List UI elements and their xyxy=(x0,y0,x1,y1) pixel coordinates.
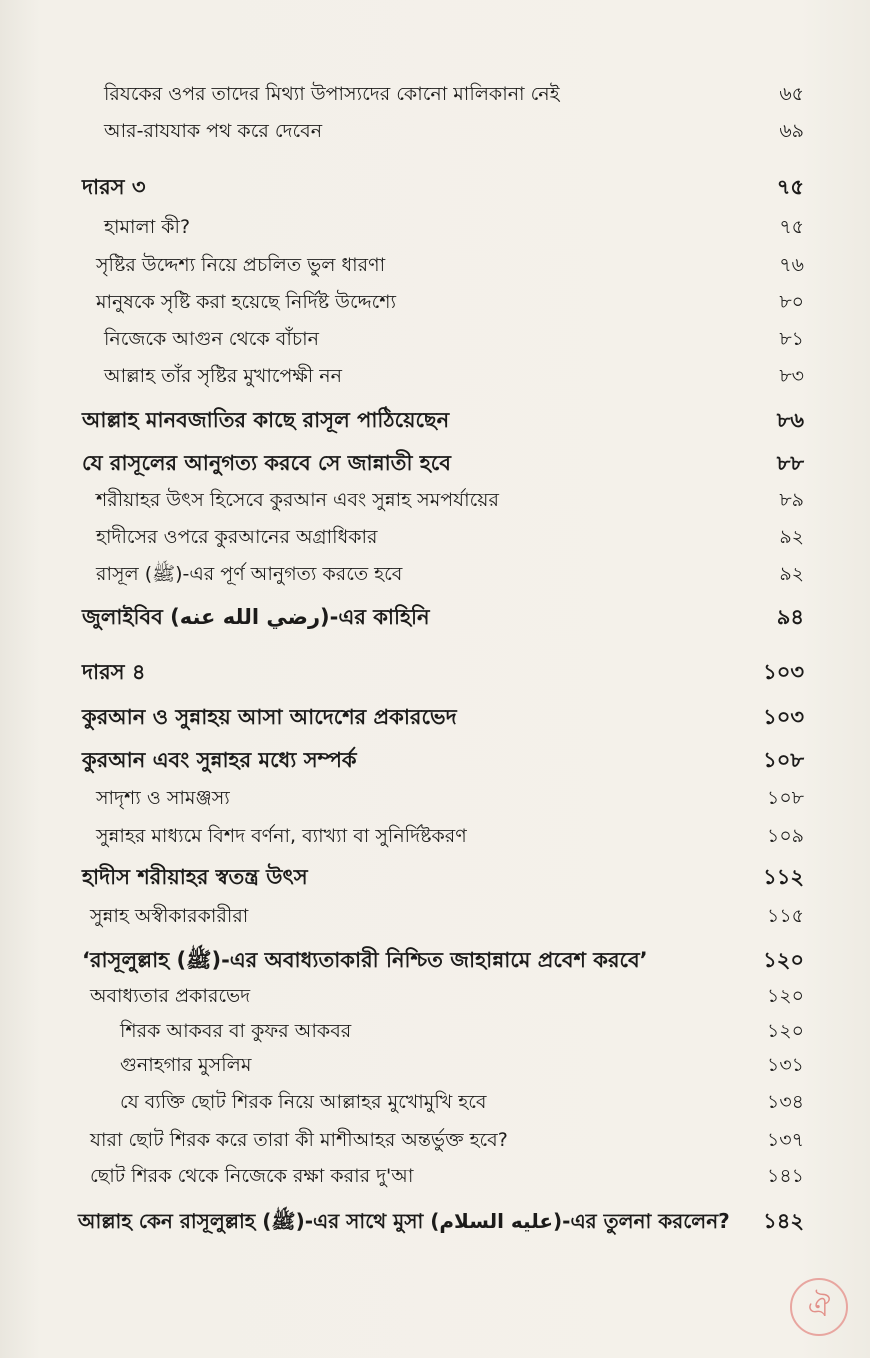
toc-entry-title: দারস ৩ xyxy=(82,175,146,199)
toc-entry-page: ১২০ xyxy=(766,985,804,1007)
toc-entry-title: জুলাইবিব (رضي الله عنه)-এর কাহিনি xyxy=(82,605,430,629)
toc-entry-page: ৯২ xyxy=(779,563,804,585)
toc-entry-page: ৭৫ xyxy=(776,175,804,199)
toc-entry-page: ৮১ xyxy=(779,328,804,350)
toc-section-heading xyxy=(0,172,870,202)
toc-entry xyxy=(0,1087,870,1117)
toc-entry-page: ১৩৪ xyxy=(766,1091,804,1113)
toc-entry-title: মানুষকে সৃষ্টি করা হয়েছে নির্দিষ্ট উদ্দেশ্যে xyxy=(96,291,397,313)
toc-entry-title: অবাধ্যতার প্রকারভেদ xyxy=(90,985,251,1007)
toc-entry-title: যে রাসূলের আনুগত্য করবে সে জান্নাতী হবে xyxy=(82,451,451,475)
toc-section-heading xyxy=(0,702,870,732)
toc-entry-title: রাসূল (ﷺ)-এর পূর্ণ আনুগত্য করতে হবে xyxy=(96,563,403,585)
toc-entry-title: যারা ছোট শিরক করে তারা কী মাশীআহর অন্তর্ভুক্ত হবে? xyxy=(90,1129,508,1151)
toc-entry-title: গুনাহগার মুসলিম xyxy=(120,1054,252,1076)
toc-entry-page: ৯৪ xyxy=(776,605,804,629)
toc-entry xyxy=(0,361,870,391)
publisher-logo-icon xyxy=(790,1278,848,1336)
toc-entry-page: ৮৬ xyxy=(776,408,804,432)
toc-entry xyxy=(0,1125,870,1155)
toc-entry-page: ৬৫ xyxy=(779,83,804,105)
toc-entry-page: ১০৩ xyxy=(763,705,804,729)
toc-entry-title: শরীয়াহর উৎস হিসেবে কুরআন এবং সুন্নাহ সমপর্যায়ের xyxy=(96,489,499,511)
toc-entry-page: ১২০ xyxy=(763,948,804,972)
toc-entry xyxy=(0,212,870,242)
toc-entry-page: ১০৮ xyxy=(766,787,804,809)
toc-entry xyxy=(0,821,870,851)
toc-entry-title: সুন্নাহর মাধ্যমে বিশদ বর্ণনা, ব্যাখ্যা বা সুনির্দিষ্টকরণ xyxy=(96,825,467,847)
toc-entry-title: আল্লাহ মানবজাতির কাছে রাসূল পাঠিয়েছেন xyxy=(82,408,450,432)
toc-entry xyxy=(0,79,870,109)
toc-entry-title: কুরআন এবং সুন্নাহর মধ্যে সম্পর্ক xyxy=(82,748,357,772)
toc-entry-page: ১৪২ xyxy=(763,1209,804,1233)
toc-section-heading xyxy=(0,448,870,478)
toc-entry xyxy=(0,981,870,1011)
toc-entry-title: যে ব্যক্তি ছোট শিরক নিয়ে আল্লাহর মুখোমুখি হবে xyxy=(120,1091,487,1113)
toc-entry-title: নিজেকে আগুন থেকে বাঁচান xyxy=(104,328,319,350)
publisher-logo-glyph: ঐ xyxy=(807,1290,831,1323)
toc-entry-page: ৮০ xyxy=(779,291,804,313)
toc-entry-page: ১৩১ xyxy=(766,1054,804,1076)
toc-entry-title: দারস ৪ xyxy=(82,660,146,684)
toc-entry-page: ১১২ xyxy=(763,865,804,889)
toc-entry-page: ৯২ xyxy=(779,526,804,548)
toc-entry xyxy=(0,485,870,515)
toc-entry-title: হাদীসের ওপরে কুরআনের অগ্রাধিকার xyxy=(96,526,378,548)
toc-entry-title: হামালা কী? xyxy=(104,216,191,238)
toc-entry-title: আল্লাহ তাঁর সৃষ্টির মুখাপেক্ষী নন xyxy=(104,365,342,387)
toc-entry xyxy=(0,324,870,354)
toc-section-heading xyxy=(0,945,870,975)
toc-entry-title: রিযকের ওপর তাদের মিথ্যা উপাস্যদের কোনো মালিকানা নেই xyxy=(104,83,560,105)
toc-entry-title: আল্লাহ কেন রাসূলুল্লাহ (ﷺ)-এর সাথে মুসা (عليه السلام)-এর তুলনা করলেন? xyxy=(78,1209,730,1233)
toc-entry-page: ১৪১ xyxy=(767,1165,804,1187)
toc-entry-title: আর-রাযযাক পথ করে দেবেন xyxy=(104,120,323,142)
toc-entry xyxy=(0,116,870,146)
toc-section-heading xyxy=(0,1206,870,1236)
toc-entry-page: ১০৩ xyxy=(763,660,804,684)
toc-section-heading xyxy=(0,862,870,892)
toc-entry-title: শিরক আকবর বা কুফর আকবর xyxy=(120,1020,352,1042)
toc-entry-page: ৭৬ xyxy=(779,254,804,276)
toc-entry xyxy=(0,287,870,317)
toc-entry-title: ছোট শিরক থেকে নিজেকে রক্ষা করার দু'আ xyxy=(90,1165,414,1187)
toc-entry-title: কুরআন ও সুন্নাহয় আসা আদেশের প্রকারভেদ xyxy=(82,705,457,729)
toc-entry-title: ‘রাসূলুল্লাহ (ﷺ)-এর অবাধ্যতাকারী নিশ্চিত জাহান্নামে প্রবেশ করবে’ xyxy=(82,948,648,972)
toc-entry xyxy=(0,1050,870,1080)
toc-entry-title: হাদীস শরীয়াহর স্বতন্ত্র উৎস xyxy=(82,865,308,889)
toc-section-heading xyxy=(0,745,870,775)
toc-entry-page: ১০৮ xyxy=(763,748,804,772)
toc-entry-page: ৬৯ xyxy=(779,120,804,142)
toc-section-heading xyxy=(0,602,870,632)
toc-section-heading xyxy=(0,405,870,435)
toc-entry xyxy=(0,522,870,552)
toc-entry xyxy=(0,901,870,931)
toc-entry xyxy=(0,559,870,589)
toc-entry-page: ৮৮ xyxy=(776,451,804,475)
toc-entry-title: সৃষ্টির উদ্দেশ্য নিয়ে প্রচলিত ভুল ধারণা xyxy=(96,254,386,276)
toc-entry-page: ৮৩ xyxy=(779,365,804,387)
toc-entry xyxy=(0,1161,870,1191)
toc-entry xyxy=(0,783,870,813)
toc-entry xyxy=(0,250,870,280)
toc-entry-page: ৮৯ xyxy=(779,489,804,511)
toc-entry-page: ১২০ xyxy=(766,1020,804,1042)
toc-entry-title: সুন্নাহ অস্বীকারকারীরা xyxy=(90,905,249,927)
toc-entry-page: ১৩৭ xyxy=(766,1129,804,1151)
toc-section-heading xyxy=(0,657,870,687)
toc-entry-page: ৭৫ xyxy=(779,216,804,238)
toc-entry-page: ১০৯ xyxy=(766,825,804,847)
toc-entry xyxy=(0,1016,870,1046)
toc-entry-page: ১১৫ xyxy=(767,905,804,927)
toc-entry-title: সাদৃশ্য ও সামঞ্জস্য xyxy=(96,787,230,809)
